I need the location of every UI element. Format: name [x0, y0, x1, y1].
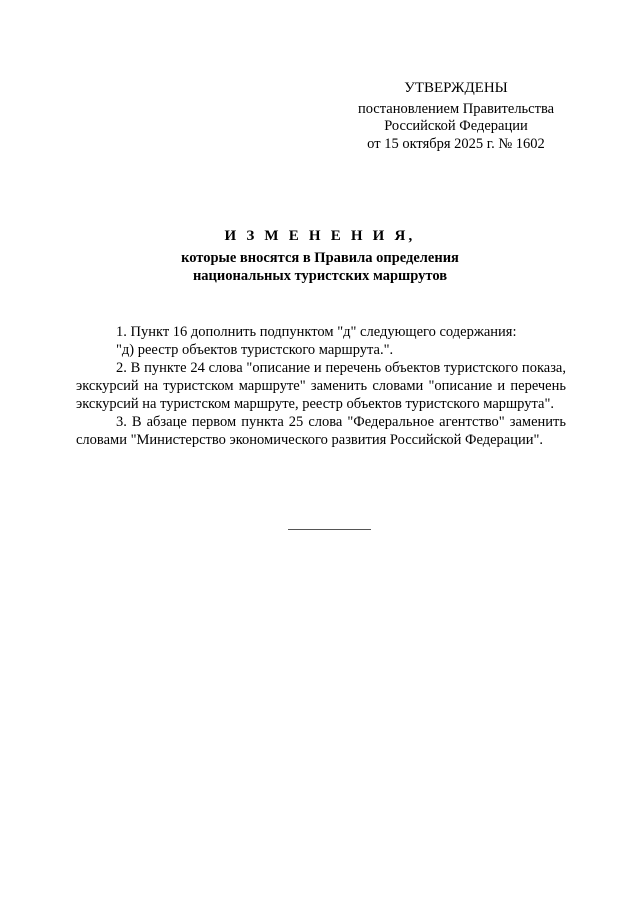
subtitle-line-1: которые вносятся в Правила определения: [181, 250, 459, 266]
paragraph-1: 1. Пункт 16 дополнить подпунктом "д" следующего содержания:: [116, 324, 517, 340]
document-subtitle: [60, 250, 580, 285]
approval-line-2: Российской Федерации: [384, 118, 528, 134]
subtitle-line-2: национальных туристских маршрутов: [192, 267, 448, 284]
paragraph-2: "д) реестр объектов туристского маршрута.".: [116, 342, 394, 358]
approval-line-1: постановлением Правительства: [357, 100, 555, 117]
approval-block: [330, 80, 582, 153]
document-body: [76, 323, 566, 449]
document-title: И З М Е Н Е Н И Я,: [224, 228, 416, 244]
approval-line-3: от 15 октября 2025 г. № 1602: [367, 135, 545, 152]
paragraph-3: 2. В пункте 24 слова "описание и перечень объектов туристского показа, экскурсий на туристском маршруте" заменить словами "описание и перечень экскурсий на туристском маршруте, реестр объектов туристского маршрута".: [76, 360, 566, 412]
approved-label: УТВЕРЖДЕНЫ: [404, 80, 508, 96]
paragraph-4: 3. В абзаце первом пункта 25 слова "Федеральное агентство" заменить словами "Министерство экономического развития Российской Федерации".: [76, 414, 566, 448]
end-divider: [288, 529, 371, 530]
